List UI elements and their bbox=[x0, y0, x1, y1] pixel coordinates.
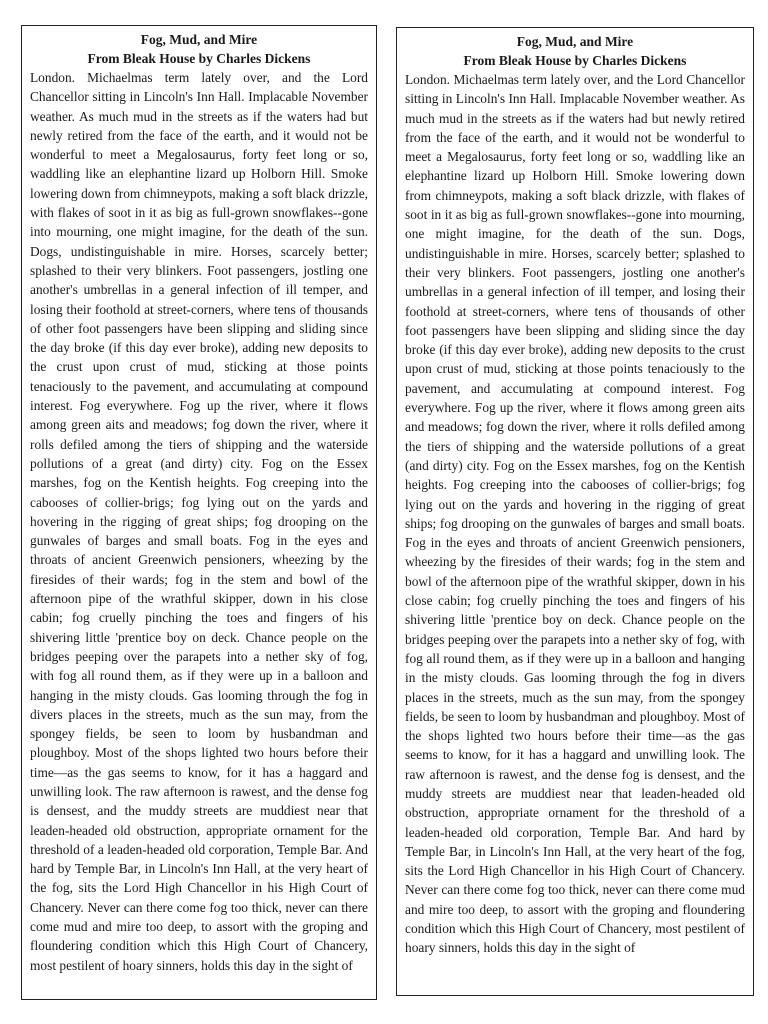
page-content-right bbox=[397, 28, 753, 958]
document-subtitle: From Bleak House by Charles Dickens bbox=[87, 51, 311, 66]
page-content-left bbox=[22, 26, 376, 975]
document-passage: London. Michaelmas term lately over, and the Lord Chancellor sitting in Lincoln's Inn Hall. Implacable November weather. As much mud in the streets as if the waters had but newly retired from the face of the earth, and it would not be wonderful to meet a Megalosaurus, forty feet long or so, waddling like an elephantine lizard up Holborn Hill. Smoke lowering down from chimneypots, making a soft black drizzle, with flakes of soot in it as big as full-grown snowflakes--gone into mourning, one might imagine, for the death of the sun. Dogs, undistinguishable in mire. Horses, scarcely better; splashed to their very blinkers. Foot passengers, jostling one another's umbrellas in a general infection of ill temper, and losing their foothold at street-corners, where tens of thousands of other foot passengers have been slipping and sliding since the day broke (if this day ever broke), adding new deposits to the crust upon crust of mud, sticking at those points tenaciously to the pavement, and accumulating at compound interest. Fog everywhere. Fog up the river, where it flows among green aits and meadows; fog down the river, where it rolls defiled among the tiers of shipping and the waterside pollutions of a great (and dirty) city. Fog on the Essex marshes, fog on the Kentish heights. Fog creeping into the cabooses of collier-brigs; fog lying out on the yards and hovering in the rigging of great ships; fog drooping on the gunwales of barges and small boats. Fog in the eyes and throats of ancient Greenwich pensioners, wheezing by the firesides of their wards; fog in the stem and bowl of the afternoon pipe of the wrathful skipper, down in his close cabin; fog cruelly pinching the toes and fingers of his shivering little 'prentice boy on deck. Chance people on the bridges peeping over the parapets into a nether sky of fog, with fog all round them, as if they were up in a balloon and hanging in the misty clouds. Gas looming through the fog in divers places in the streets, much as the sun may, from the spongey fields, be seen to loom by husbandman and ploughboy. Most of the shops lighted two hours before their time—as the gas seems to know, for it has a haggard and unwilling look. The raw afternoon is rawest, and the dense fog is densest, and the muddy streets are muddiest near that leaden-headed old obstruction, appropriate ornament for the threshold of a leaden-headed old corporation, Temple Bar. And hard by Temple Bar, in Lincoln's Inn Hall, at the very heart of the fog, sits the Lord High Chancellor in his High Court of Chancery. Never can there come fog too thick, never can there come mud and mire too deep, to assort with the groping and floundering condition which this High Court of Chancery, most pestilent of hoary sinners, holds this day in the sight of bbox=[405, 72, 745, 956]
document-title: Fog, Mud, and Mire bbox=[516, 34, 634, 49]
document-subtitle: From Bleak House by Charles Dickens bbox=[463, 53, 687, 68]
document-passage: London. Michaelmas term lately over, and the Lord Chancellor sitting in Lincoln's Inn Hall. Implacable November weather. As much mud in the streets as if the waters had but newly retired from the face of the earth, and it would not be wonderful to meet a Megalosaurus, forty feet long or so, waddling like an elephantine lizard up Holborn Hill. Smoke lowering down from chimneypots, making a soft black drizzle, with flakes of soot in it as big as full-grown snowflakes--gone into mourning, one might imagine, for the death of the sun. Dogs, undistinguishable in mire. Horses, scarcely better; splashed to their very blinkers. Foot passengers, jostling one another's umbrellas in a general infection of ill temper, and losing their foothold at street-corners, where tens of thousands of other foot passengers have been slipping and sliding since the day broke (if this day ever broke), adding new deposits to the crust upon crust of mud, sticking at those points tenaciously to the pavement, and accumulating at compound interest. Fog everywhere. Fog up the river, where it flows among green aits and meadows; fog down the river, where it rolls defiled among the tiers of shipping and the waterside pollutions of a great (and dirty) city. Fog on the Essex marshes, fog on the Kentish heights. Fog creeping into the cabooses of collier-brigs; fog lying out on the yards and hovering in the rigging of great ships; fog drooping on the gunwales of barges and small boats. Fog in the eyes and throats of ancient Greenwich pensioners, wheezing by the firesides of their wards; fog in the stem and bowl of the afternoon pipe of the wrathful skipper, down in his close cabin; fog cruelly pinching the toes and fingers of his shivering little 'prentice boy on deck. Chance people on the bridges peeping over the parapets into a nether sky of fog, with fog all round them, as if they were up in a balloon and hanging in the misty clouds. Gas looming through the fog in divers places in the streets, much as the sun may, from the spongey fields, be seen to loom by husbandman and ploughboy. Most of the shops lighted two hours before their time—as the gas seems to know, for it has a haggard and unwilling look. The raw afternoon is rawest, and the dense fog is densest, and the muddy streets are muddiest near that leaden-headed old obstruction, appropriate ornament for the threshold of a leaden-headed old corporation, Temple Bar. And hard by Temple Bar, in Lincoln's Inn Hall, at the very heart of the fog, sits the Lord High Chancellor in his High Court of Chancery. Never can there come fog too thick, never can there come mud and mire too deep, to assort with the groping and floundering condition which this High Court of Chancery, most pestilent of hoary sinners, holds this day in the sight of bbox=[30, 70, 368, 973]
document-page-right bbox=[396, 27, 754, 996]
document-title: Fog, Mud, and Mire bbox=[140, 32, 258, 47]
document-page-left bbox=[21, 25, 377, 1000]
